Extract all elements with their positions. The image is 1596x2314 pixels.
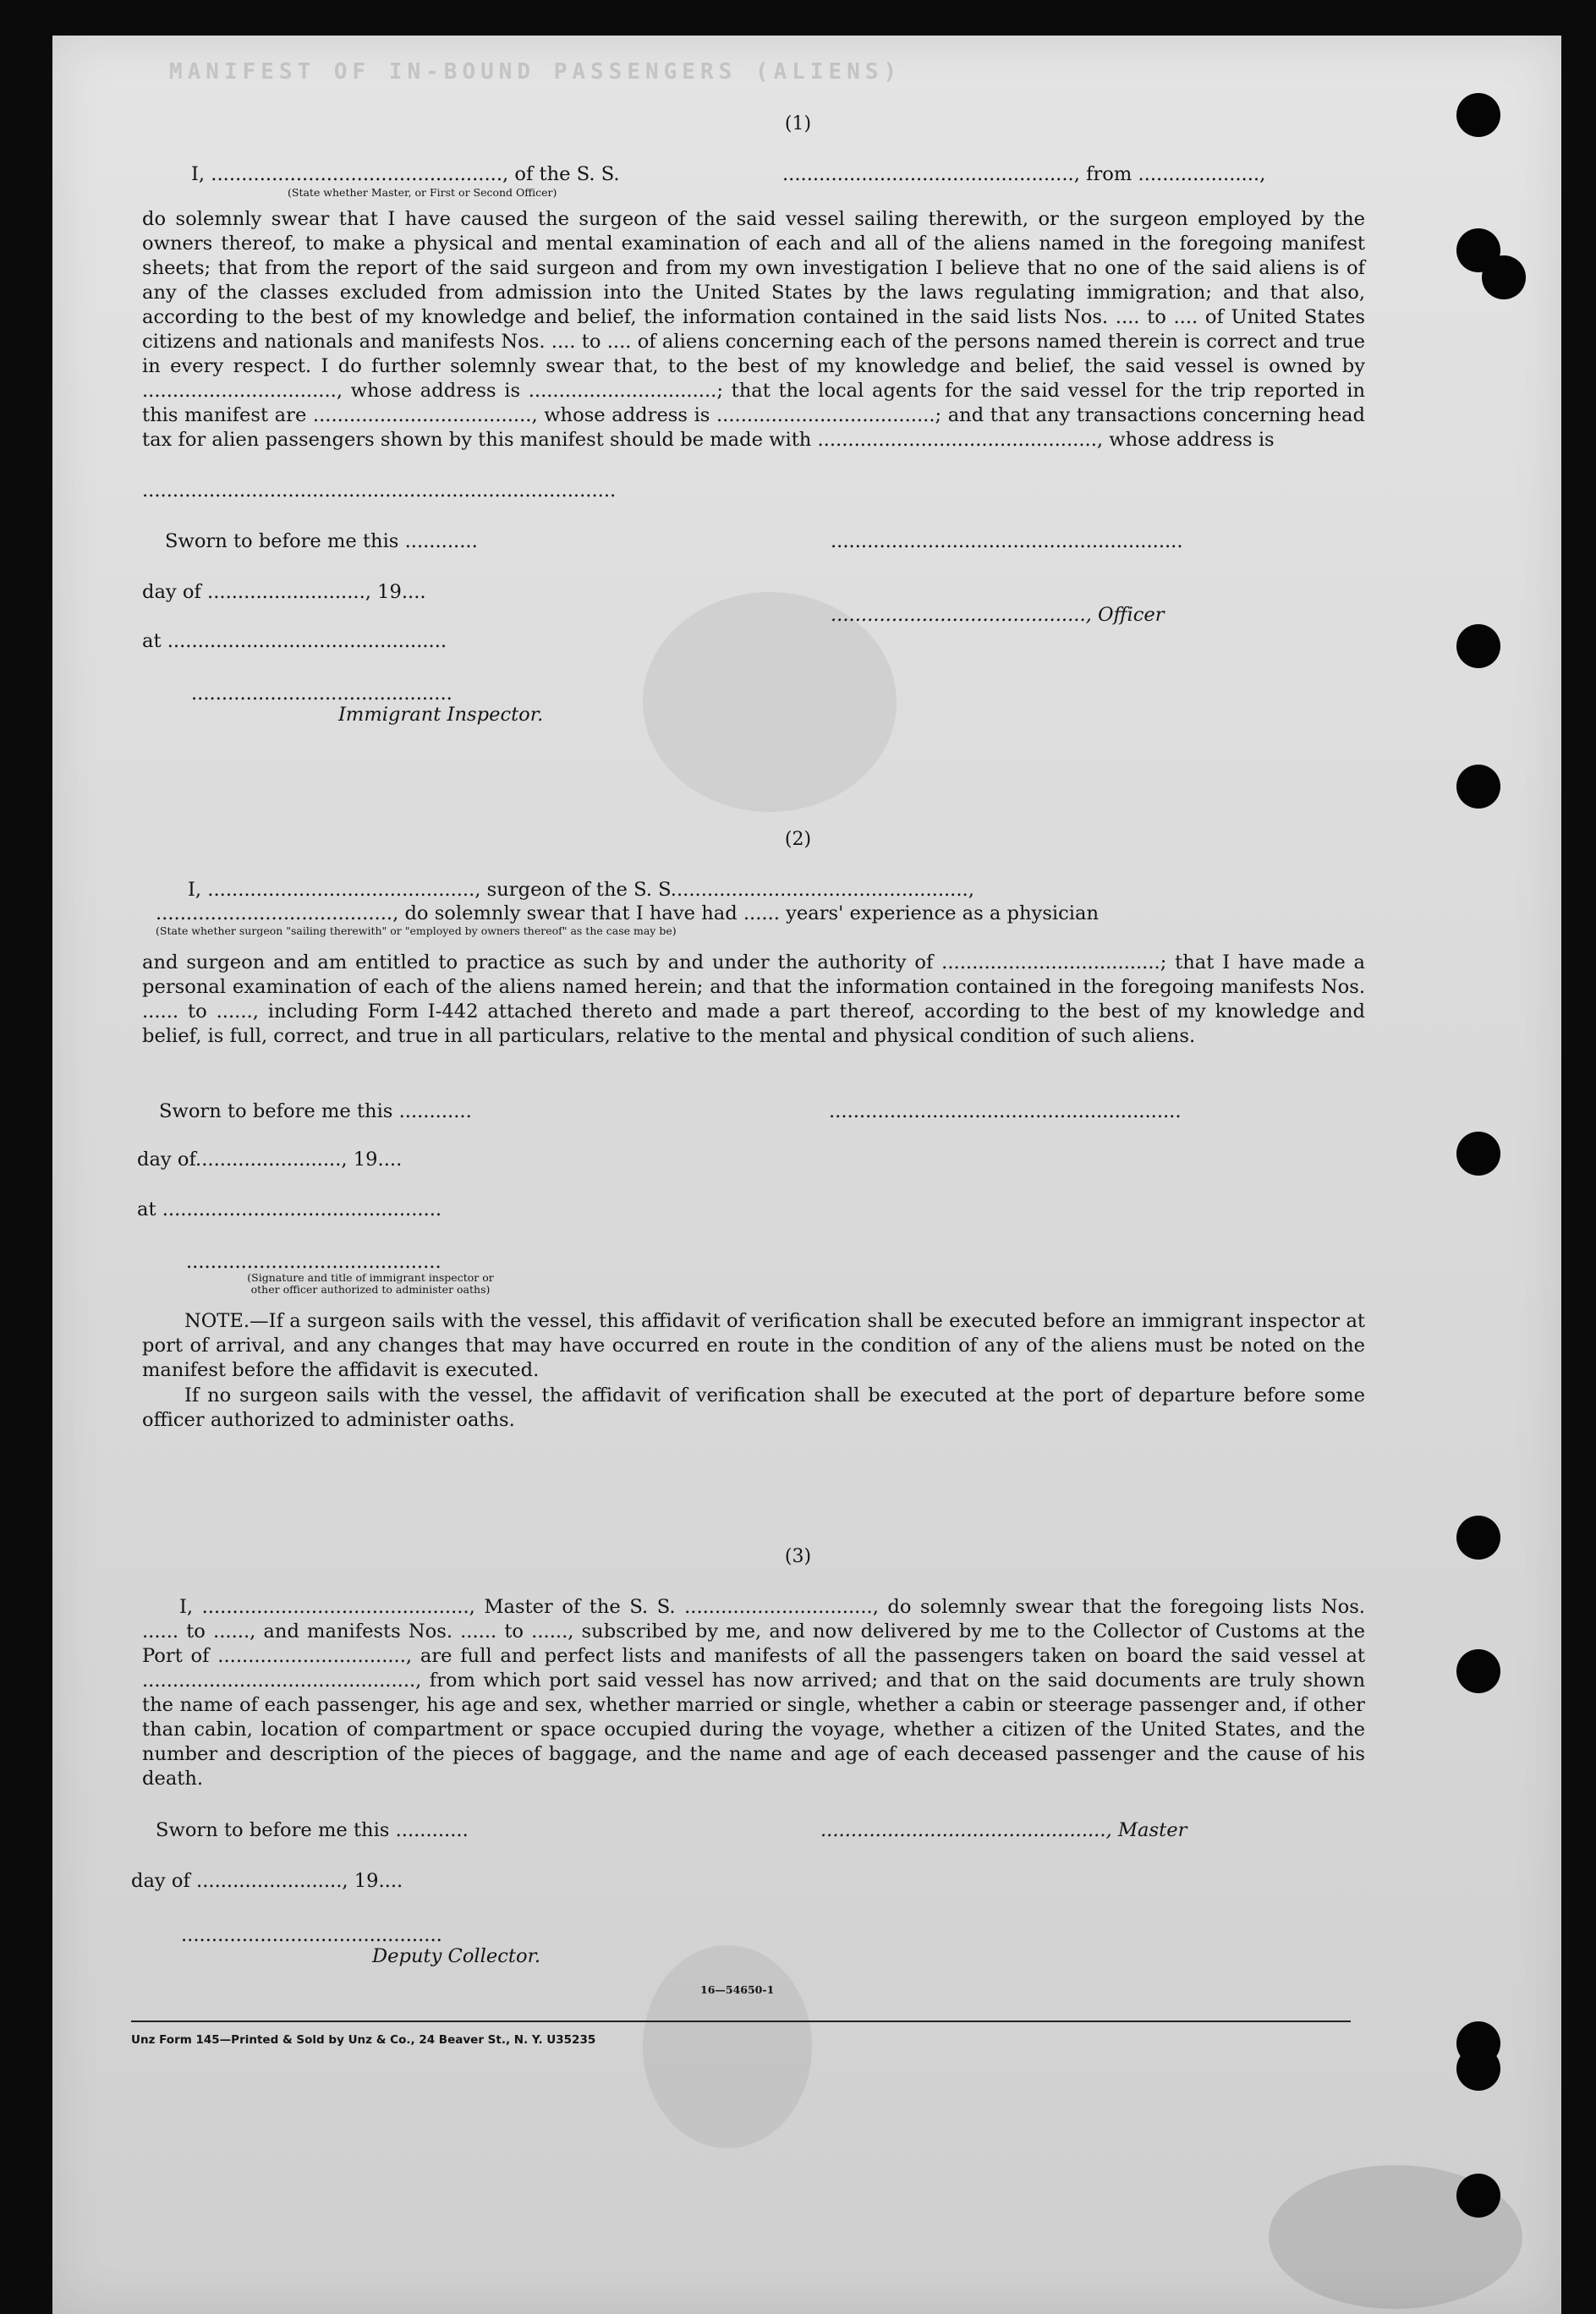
sec2-note-paragraph	[142, 1309, 1365, 1383]
sec2-at-line: at ..............................................	[137, 1198, 442, 1220]
sec1-line1-left: I, ................................................, of the S. S.	[191, 163, 620, 185]
sec2-inspector-signature-line: ..........................................	[186, 1251, 442, 1273]
punch-hole-icon	[1456, 765, 1500, 809]
sec1-officer-signature-line: ..........................................................	[831, 530, 1183, 552]
sec1-inspector-signature-line: ...........................................	[191, 683, 452, 705]
section-3-number: (3)	[784, 1546, 812, 1567]
punch-hole-icon	[1456, 1132, 1500, 1176]
sec2-day-line: day of........................, 19....	[137, 1149, 403, 1171]
punch-hole-icon	[1456, 624, 1500, 668]
sec1-officer-label: .........................................., Officer	[831, 604, 1165, 626]
sec2-surgeon-note: (State whether surgeon "sailing therewith" or "employed by owners thereof" as the case may be)	[156, 924, 677, 937]
sec2-line2: ......................................., do solemnly swear that I have had ...... years' experience as a physician	[156, 902, 1100, 924]
punch-hole-icon	[1456, 1649, 1500, 1693]
sec2-oath-body: and surgeon and am entitled to practice as such by and under the authority of ....................................; that I have made a personal examination of each of the aliens named herein; and that the information contained in the foregoing manifests Nos. ...... to ......, including Form I-442 attached thereto and made a part thereof, according to the best of my knowledge and belief, is full, correct, and true in all particulars, relative to the mental and physical condition of such aliens.	[142, 951, 1365, 1047]
form-code: 16—54650-1	[700, 1983, 775, 1996]
sec2-signature-note-b: other officer authorized to administer oaths)	[250, 1283, 491, 1296]
section-1-number: (1)	[784, 113, 812, 134]
sec1-officer-note: (State whether Master, or First or Second Officer)	[288, 186, 557, 199]
sec3-master-signature: ..............................................., Master	[820, 1819, 1187, 1841]
note-body: —If a surgeon sails with the vessel, this affidavit of verification shall be executed before an immigrant inspector at port of arrival, and any changes that may have occurred en route in the condition of any of the aliens must be noted on the manifest before the affidavit is executed.	[142, 1310, 1365, 1381]
bleed-through-header: MANIFEST OF IN-BOUND PASSENGERS (ALIENS)	[169, 59, 902, 85]
sec3-collector-signature-line: ...........................................	[181, 1924, 442, 1946]
note-lead: NOTE.	[184, 1310, 250, 1332]
section-2-number: (2)	[784, 829, 812, 850]
sec1-oath-body: do solemnly swear that I have caused the surgeon of the said vessel sailing therewith, or the surgeon employed by the owners thereof, to make a physical and mental examination of each and all of the aliens named in the foregoing manifest sheets; that from the report of the said surgeon and from my own investigation I believe that no one of the said aliens is of any of the classes excluded from admission into the United States by the laws regulating immigration; and that also, according to the best of my knowledge and belief, the information contained in the said lists Nos. .... to .... of United States citizens and nationals and manifests Nos. .... to .... of aliens concerning each of the persons named therein is correct and true in every respect. I do further solemnly swear that, to the best of my knowledge and belief, the said vessel is owned by ................................, whose address is ...............................; that the local agents for the said vessel for the trip reported in this manifest are ...................................., whose address is ....................................; and that any transactions concerning head tax for alien passengers shown by this manifest should be made with .............................................., whose address is	[142, 208, 1365, 451]
footer-rule	[131, 2021, 1351, 2022]
printer-footer: Unz Form 145—Printed & Sold by Unz & Co., 24 Beaver St., N. Y. U35235	[131, 2033, 596, 2047]
sec1-at-line: at ..............................................	[142, 630, 447, 652]
punch-hole-icon	[1482, 255, 1526, 299]
sec2-sworn-line: Sworn to before me this ............	[159, 1100, 472, 1122]
punch-hole-icon	[1456, 2047, 1500, 2091]
sec2-note-paragraph-2: If no surgeon sails with the vessel, the affidavit of verification shall be executed at the port of departure before some officer authorized to administer oaths.	[142, 1385, 1365, 1431]
sec1-day-line: day of .........................., 19....	[142, 581, 426, 603]
punch-hole-icon	[1456, 2174, 1500, 2218]
sec2-line1: I, ............................................, surgeon of the S. S.................................................,	[188, 879, 974, 901]
sec1-line1-right: ................................................, from ....................,	[782, 163, 1266, 185]
sec2-signature-note-a: (Signature and title of immigrant inspector or	[247, 1271, 494, 1284]
sec1-sworn-line: Sworn to before me this ............	[165, 530, 478, 552]
sec3-deputy-collector-label: Deputy Collector.	[372, 1945, 541, 1967]
sec1-address-line: ..............................................................................	[142, 480, 617, 502]
sec3-day-line: day of ........................, 19....	[131, 1870, 403, 1892]
sec3-oath-body: I, ............................................, Master of the S. S. ..............................., do solemnly swear that the foregoing lists Nos. ...... to ......, and manifests Nos. ...... to ......, subscribed by me, and now delivered by me to the Collector of Customs at the Port of ..............................., are full and perfect lists and manifests of all the passengers taken on board the said vessel at ............................................., from which port said vessel has now arrived; and that on the said documents are truly shown the name of each passenger, his age and sex, whether married or single, whether a cabin or steerage passenger and, if other than cabin, location of compartment or space occupied during the voyage, whether a citizen of the United States, and the number and description of the pieces of baggage, and the name and age of each deceased passenger and the cause of his death.	[142, 1596, 1365, 1790]
sec1-inspector-label: Immigrant Inspector.	[338, 704, 544, 726]
sec3-sworn-line: Sworn to before me this ............	[156, 1819, 469, 1841]
stain-mark	[643, 1945, 812, 2148]
sec2-surgeon-signature-line: ..........................................................	[829, 1100, 1182, 1122]
